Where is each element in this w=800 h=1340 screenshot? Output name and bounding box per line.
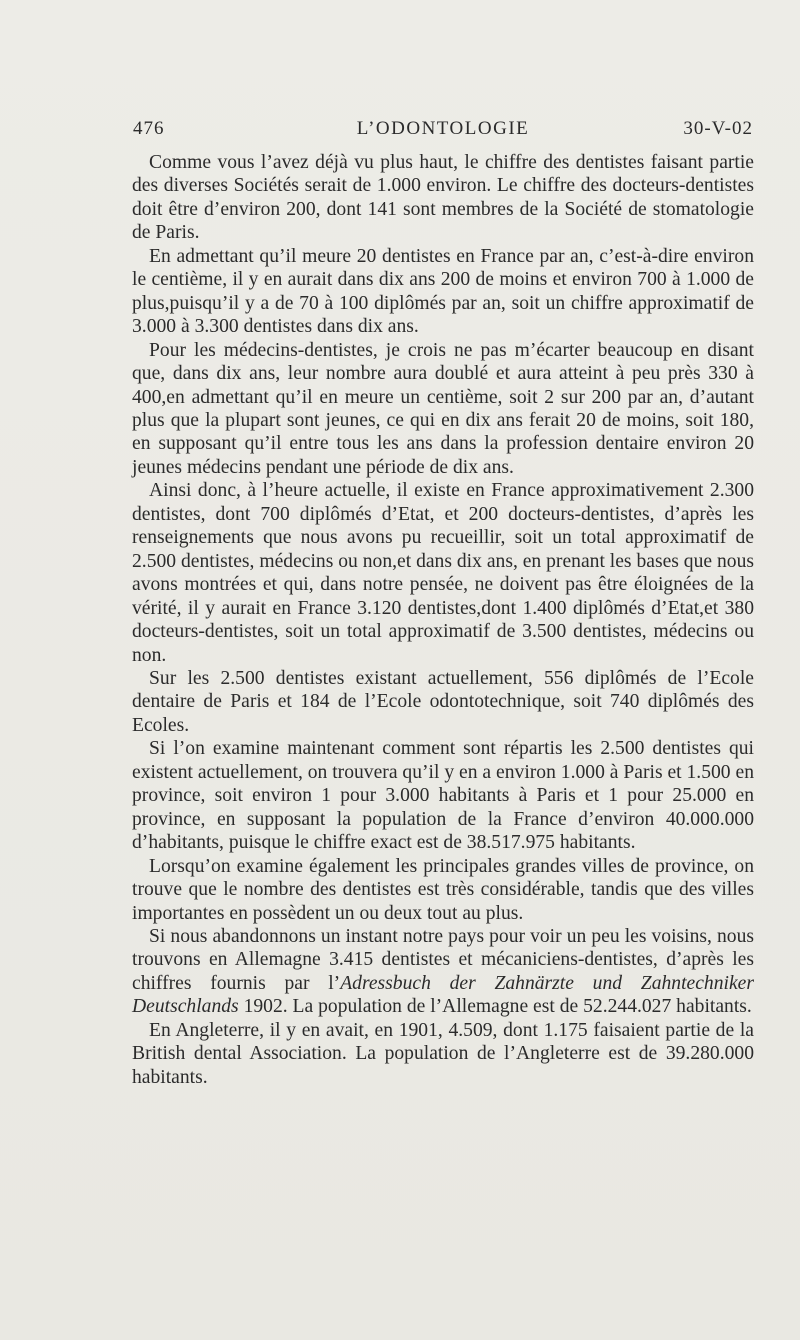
paragraph-2: En admettant qu’il meure 20 dentistes en France par an, c’est-à-dire environ le centième, il y en aurait dans dix ans 200 de moins et environ 700 à 1.000 de plus,puisqu’il y a de 70 à 100 diplômés par an, soit un chiffre approximatif de 3.000 à 3.300 dentistes dans dix ans. bbox=[132, 245, 754, 338]
paragraph-9: En Angleterre, il y en avait, en 1901, 4.509, dont 1.175 faisaient partie de la British dental Association. La population de l’Angleterre est de 39.280.000 habitants. bbox=[132, 1019, 754, 1088]
paragraph-3: Pour les médecins-dentistes, je crois ne pas m’écarter beaucoup en disant que, dans dix ans, leur nombre aura doublé et aura atteint à peu près 330 à 400,en admettant qu’il en meure un centième, soit 2 sur 200 par an, d’autant plus que la plupart sont jeunes, ce qui en dix ans ferait 20 de moins, soit 180, en supposant qu’il entre tous les ans dans la profession dentaire environ 20 jeunes médecins pendant une période de dix ans. bbox=[132, 339, 754, 478]
issue-date: 30-V-02 bbox=[683, 118, 753, 139]
paragraph-6: Si l’on examine maintenant comment sont répartis les 2.500 dentistes qui existent actuellement, on trouvera qu’il y en a environ 1.000 à Paris et 1.500 en province, soit environ 1 pour 3.000 habitants à Paris et 1 pour 25.000 en province, en supposant la population de la France d’environ 40.000.000 d’habitants, puisque le chiffre exact est de 38.517.975 habitants. bbox=[132, 738, 754, 854]
paragraph-8-text-end: 1902. La population de l’Allemagne est de 52.244.027 habitants. bbox=[238, 996, 752, 1018]
paragraph-7: Lorsqu’on examine également les principales grandes villes de province, on trouve que le nombre des dentistes est très considérable, tandis que des villes importantes en possèdent un ou deux tout au plus. bbox=[132, 855, 754, 924]
paragraph-8 bbox=[132, 925, 754, 1019]
paragraph-5: Sur les 2.500 dentistes existant actuellement, 556 diplômés de l’Ecole dentaire de Paris et 184 de l’Ecole odontotechnique, soit 740 diplômés des Ecoles. bbox=[132, 667, 754, 736]
page-number: 476 bbox=[133, 118, 165, 139]
paragraph-4: Ainsi donc, à l’heure actuelle, il existe en France approximativement 2.300 dentistes, dont 700 diplômés d’Etat, et 200 docteurs-dentistes, d’après les renseignements que nous avons pu recueillir, soit un total approximatif de 2.500 dentistes, médecins ou non,et dans dix ans, en prenant les bases que nous avons montrées et qui, dans notre pensée, ne doivent pas être éloignées de la vérité, il y aurait en France 3.120 dentistes,dont 1.400 diplômés d’Etat,et 380 docteurs-dentistes, soit un total approximatif de 3.500 dentistes, médecins ou non. bbox=[132, 480, 754, 666]
book-title: Adressbuch der Zahnärzte und Zahntechniker Deutschlands bbox=[132, 972, 754, 1018]
running-title: L’ODONTOLOGIE bbox=[356, 118, 530, 139]
body-text bbox=[132, 151, 754, 1089]
running-header bbox=[133, 118, 753, 146]
paragraph-1: Comme vous l’avez déjà vu plus haut, le chiffre des dentistes faisant partie des diverses Sociétés serait de 1.000 environ. Le chiffre des docteurs-dentistes doit être d’environ 200, dont 141 sont membres de la Société de stomatologie de Paris. bbox=[132, 152, 754, 244]
paragraph-8-text: Si nous abandonnons un instant notre pays pour voir un peu les voisins, nous trouvons en Allemagne 3.415 dentistes et mécaniciens-dentistes, d’après les chiffres fournis par l’ bbox=[132, 925, 754, 994]
